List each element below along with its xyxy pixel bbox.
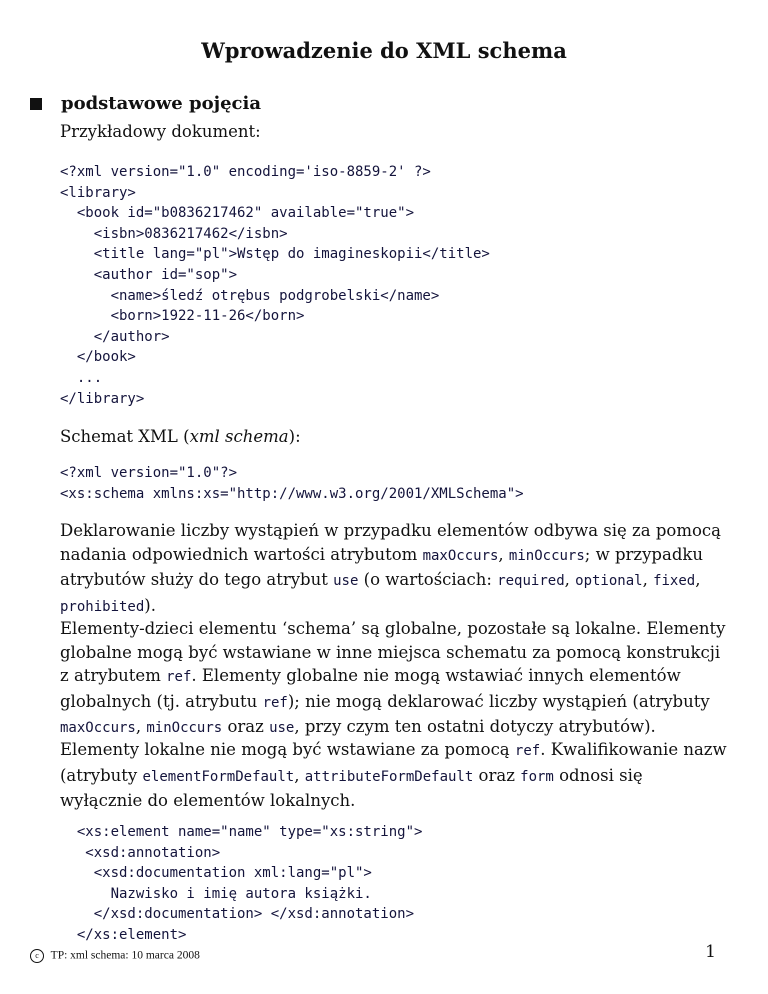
code-line: <?xml version="1.0" encoding='iso-8859-2' ?>	[60, 164, 431, 180]
page-title: Wprowadzenie do XML schema	[201, 38, 567, 63]
code-line: ...	[60, 369, 103, 386]
code-line: <xs:element name="name" type="xs:string">	[60, 824, 423, 840]
code-line: <?xml version="1.0"?>	[60, 465, 238, 481]
code-block-element	[60, 822, 422, 946]
footer	[30, 949, 200, 963]
intro-example-text: Przykładowy dokument:	[60, 122, 261, 141]
code-line: </author>	[60, 328, 170, 345]
code-line: <xs:schema xmlns:xs="http://www.w3.org/2001/XMLSchema">	[60, 485, 524, 502]
code-line: <born>1922-11-26</born>	[60, 308, 305, 325]
code-line: <library>	[60, 184, 136, 201]
code-line: <isbn>0836217462</isbn>	[60, 225, 288, 242]
code-line: </book>	[60, 349, 136, 366]
code-line: </library>	[60, 390, 145, 407]
code-line: <title lang="pl">Wstęp do imagineskopii</title>	[60, 246, 490, 263]
code-line: <xsd:annotation>	[60, 844, 221, 861]
code-line: <book id="b0836217462" available="true">	[60, 205, 415, 222]
schema-intro-text: Schemat XML (xml schema):	[60, 427, 301, 446]
square-bullet-icon	[30, 98, 42, 110]
paragraph-local-elements: Elementy lokalne nie mogą być wstawiane za pomocą ref. Kwalifikowanie nazw (atrybuty elementFormDefault, attributeFormDefault oraz form odnosi się wyłącznie do elementów lokalnych.	[60, 740, 727, 810]
footer-text: TP: xml schema: 10 marca 2008	[50, 949, 200, 962]
page-number: 1	[705, 942, 716, 962]
code-line: <author id="sop">	[60, 266, 238, 283]
copyright-icon: c	[30, 949, 44, 963]
code-block-schema	[60, 463, 524, 504]
code-line: </xs:element>	[60, 926, 187, 943]
code-block-document	[60, 162, 490, 409]
code-line: Nazwisko i imię autora książki.	[60, 885, 372, 902]
paragraph-global-elements: Elementy-dzieci elementu ‘schema’ są globalne, pozostałe są lokalne. Elementy globalne mogą być wstawiane w inne miejsca schematu za pomocą konstrukcji z atrybutem ref. Elementy globalne nie mogą wstawiać innych elementów globalnych (tj. atrybutu ref); nie mogą deklarować liczby wystąpień (atrybuty maxOccurs, minOccurs oraz use, przy czym ten ostatni dotyczy atrybutów).	[60, 619, 726, 736]
section-heading-text: podstawowe pojęcia	[61, 93, 262, 114]
paragraph-occurs: Deklarowanie liczby wystąpień w przypadku elementów odbywa się za pomocą nadania odpowiednich wartości atrybutom maxOccurs, minOccurs; w przypadku atrybutów służy do tego atrybut use (o wartościach: required, optional, fixed, prohibited).	[60, 521, 721, 615]
code-line: </xsd:documentation> </xsd:annotation>	[60, 906, 415, 923]
section-heading	[30, 93, 261, 114]
code-line: <name>śledź otrębus podgrobelski</name>	[60, 287, 440, 304]
code-line: <xsd:documentation xml:lang="pl">	[60, 865, 372, 882]
